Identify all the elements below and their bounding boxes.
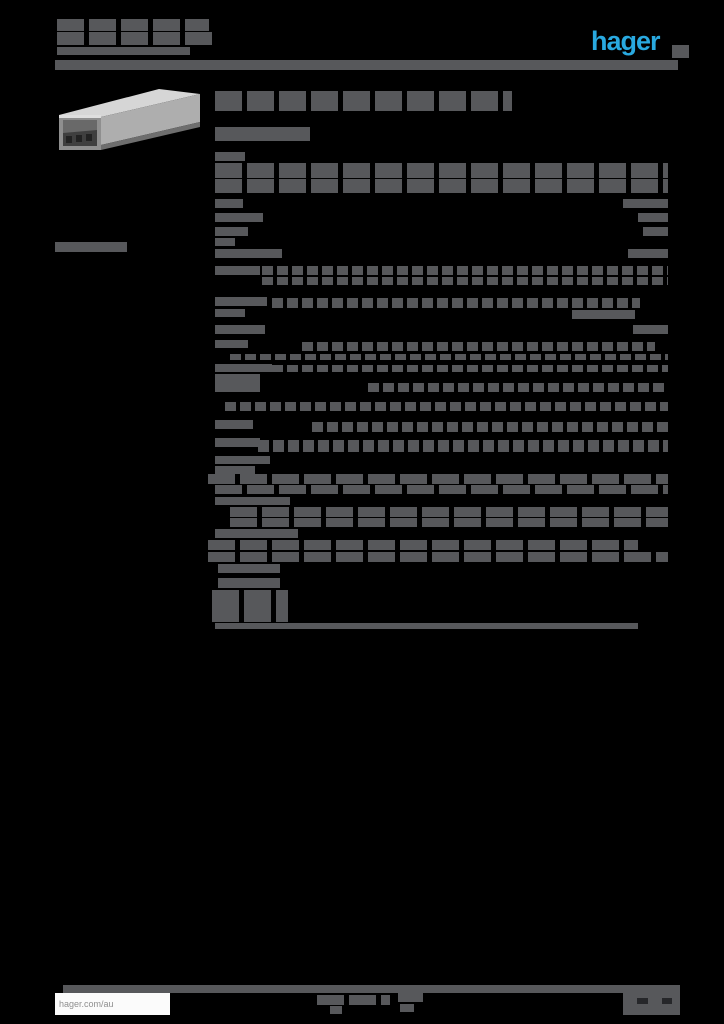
reference-label [55,242,127,252]
spec-value [633,325,668,334]
section-label [215,152,245,161]
description-line-1 [215,163,668,178]
spec-label [215,364,272,372]
footer-website-link[interactable]: hager.com/au [59,999,114,1009]
footer-center-line-1 [317,995,390,1005]
spec-leader [368,383,668,392]
section-label [218,578,280,588]
header-text-line-3 [57,47,190,55]
spec-label [215,249,282,258]
spec-label [215,420,253,429]
header-text-line-2 [57,32,213,45]
footer-mid-block-2 [400,1004,414,1012]
spec-label [215,213,263,222]
header-text-line-1 [57,19,209,31]
info-block [212,590,288,622]
footer-website-box [55,993,170,1015]
spec-label [215,238,235,246]
title-bar [215,91,512,111]
spec-value [643,227,668,236]
spec-value [572,310,635,319]
spec-label [215,438,260,447]
spec-value [623,199,668,208]
spec-value [628,249,668,258]
spec-label [215,199,243,208]
hager-logo: hager [591,26,660,56]
footer-page-mark [637,998,648,1004]
spec-leader [262,277,668,285]
spec-label [215,266,260,275]
spec-leader [312,422,668,432]
bottom-rule [215,623,638,629]
spec-label [215,340,248,348]
spec-leader [230,354,668,360]
spec-leader [262,266,668,275]
spec-label [215,374,260,392]
spec-value [638,213,668,222]
logo-adjacent-block [672,45,689,58]
spec-label [215,325,265,334]
spec-label [215,227,248,236]
spec-leader [272,365,668,372]
spec-leader [208,540,638,550]
spec-label [215,309,245,317]
spec-leader [208,474,668,484]
spec-label [215,497,290,505]
footer-band [63,985,680,993]
spec-label [215,466,255,474]
spec-leader [272,298,640,308]
spec-leader [208,552,668,562]
subtitle-bar [215,127,310,141]
cable-trunking-photo [57,86,200,152]
footer-center-line-2 [330,1006,342,1014]
spec-leader [230,507,668,517]
footer-page-mark [662,998,672,1004]
spec-label [215,456,270,464]
spec-label [218,564,280,573]
header-rule [55,60,678,70]
spec-label [215,297,267,306]
spec-leader [258,440,668,452]
footer-mid-block-1 [398,993,423,1002]
spec-leader [230,518,668,527]
spec-leader [302,342,655,351]
description-line-2 [215,179,668,193]
spec-leader [225,402,668,411]
spec-label [215,529,298,538]
spec-leader [215,485,668,494]
